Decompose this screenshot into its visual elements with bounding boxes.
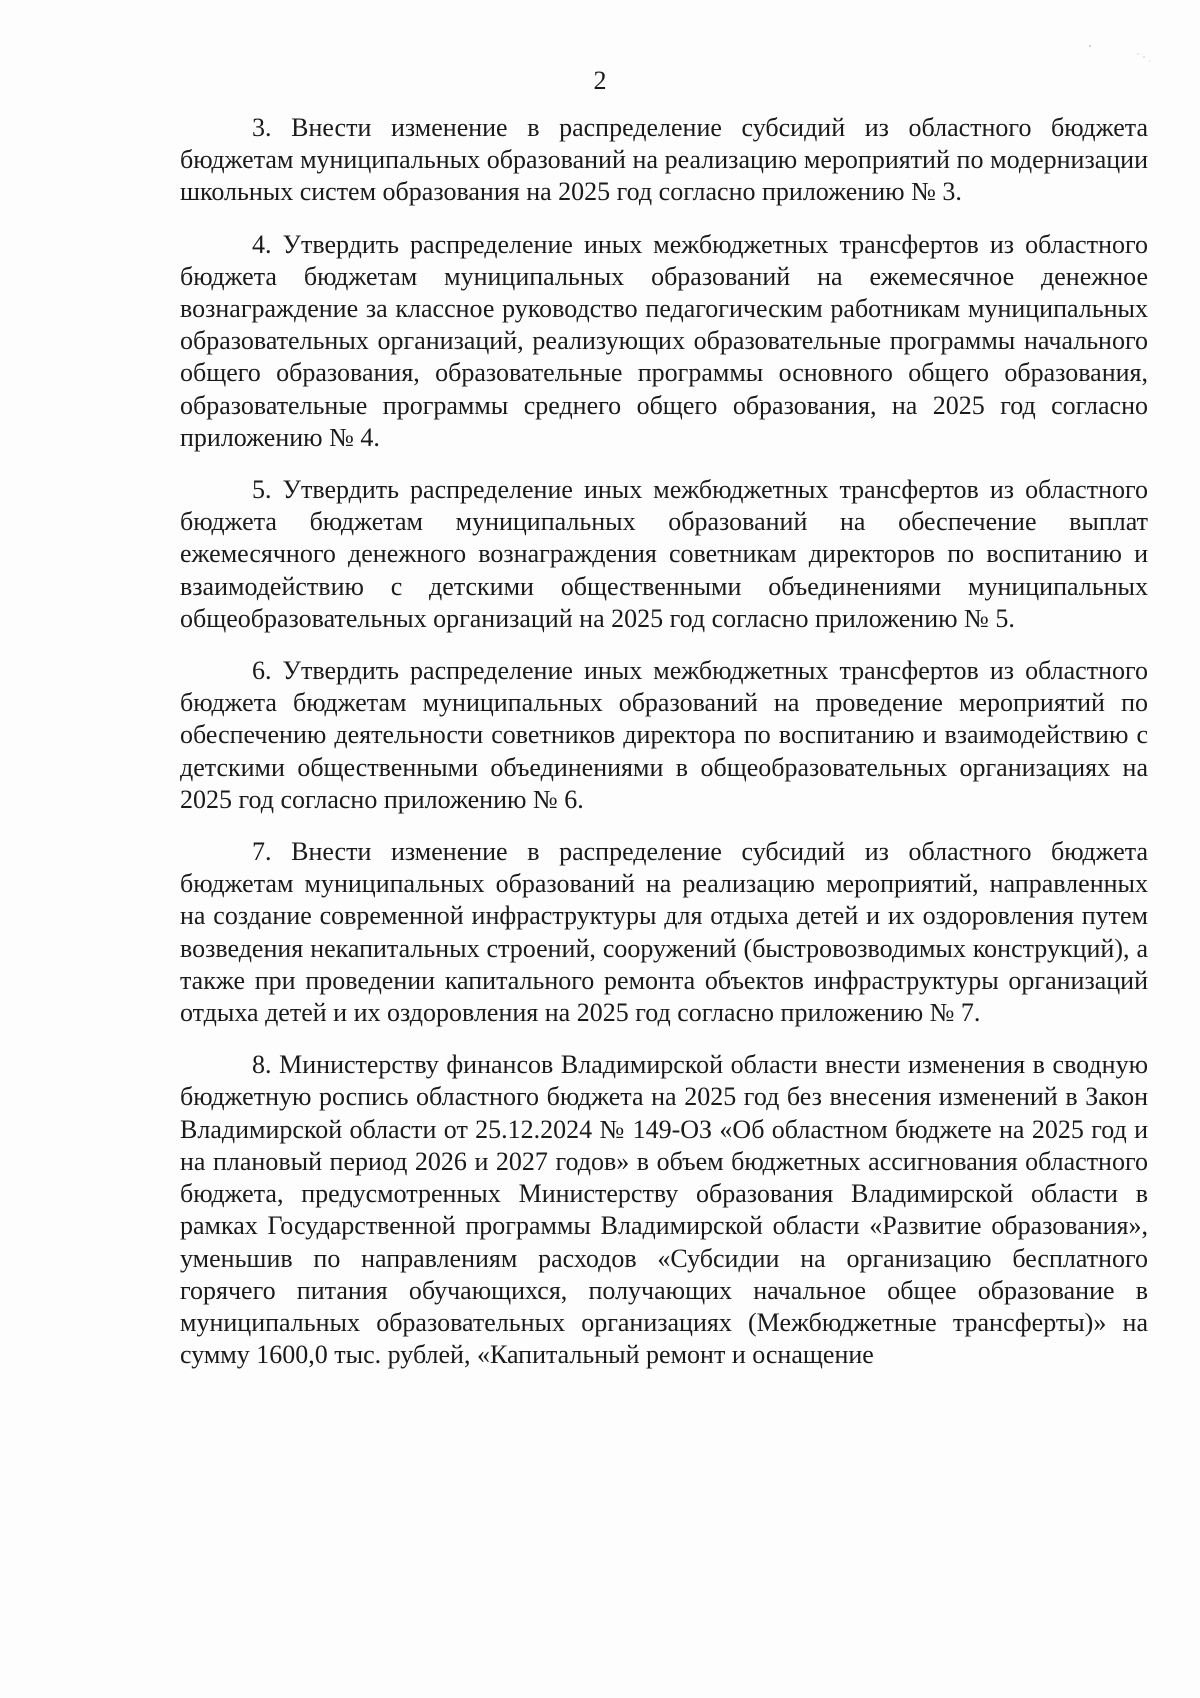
paragraph-8: 8. Министерству финансов Владимирской области внести изменения в сводную бюджетную роспись областного бюджета на 2025 год без внесения изменений в Закон Владимирской области от 25.12.2024 № 149-ОЗ «Об областном бюджете на 2025 год и на плановый период 2026 и 2027 годов» в объем бюджетных ассигнования областного бюджета, предусмотренных Министерству образования Владимирской области в рамках Государственной программы Владимирской области «Развитие образования», уменьшив по направлениям расходов «Субсидии на организацию бесплатного горячего питания обучающихся, получающих начальное общее образование в муниципальных образовательных организациях (Межбюджетные трансферты)» на сумму 1600,0 тыс. рублей, «Капитальный ремонт и оснащение	[180, 1050, 1148, 1370]
scan-specks	[1080, 40, 1160, 80]
paragraph-5: 5. Утвердить распределение иных межбюджетных трансфертов из областного бюджета бюджетам муниципальных образований на обеспечение выплат ежемесячного денежного вознаграждения советникам директоров по воспитанию и взаимодействию с детскими общественными объединениями муниципальных общеобразовательных организаций на 2025 год согласно приложению № 5.	[180, 475, 1148, 633]
paragraph-6: 6. Утвердить распределение иных межбюджетных трансфертов из областного бюджета бюджетам муниципальных образований на проведение мероприятий по обеспечению деятельности советников директора по воспитанию и взаимодействию с детскими общественными объединениями в общеобразовательных организациях на 2025 год согласно приложению № 6.	[180, 656, 1148, 814]
paragraph-3: 3. Внести изменение в распределение субсидий из областного бюджета бюджетам муниципальных образований на реализацию мероприятий по модернизации школьных систем образования на 2025 год согласно приложению № 3.	[180, 113, 1148, 207]
paragraph-4: 4. Утвердить распределение иных межбюджетных трансфертов из областного бюджета бюджетам муниципальных образований на ежемесячное денежное вознаграждение за классное руководство педагогическим работникам муниципальных образовательных организаций, реализующих образовательные программы начального общего образования, образовательные программы основного общего образования, образовательные программы среднего общего образования, на 2025 год согласно приложению № 4.	[180, 229, 1148, 452]
paragraph-7: 7. Внести изменение в распределение субсидий из областного бюджета бюджетам муниципальных образований на реализацию мероприятий, направленных на создание современной инфраструктуры для отдыха детей и их оздоровления путем возведения некапитальных строений, сооружений (быстровозводимых конструкций), а также при проведении капитального ремонта объектов инфраструктуры организаций отдыха детей и их оздоровления на 2025 год согласно приложению № 7.	[180, 837, 1148, 1028]
document-body	[180, 112, 1148, 1391]
page-number: 2	[593, 66, 607, 95]
